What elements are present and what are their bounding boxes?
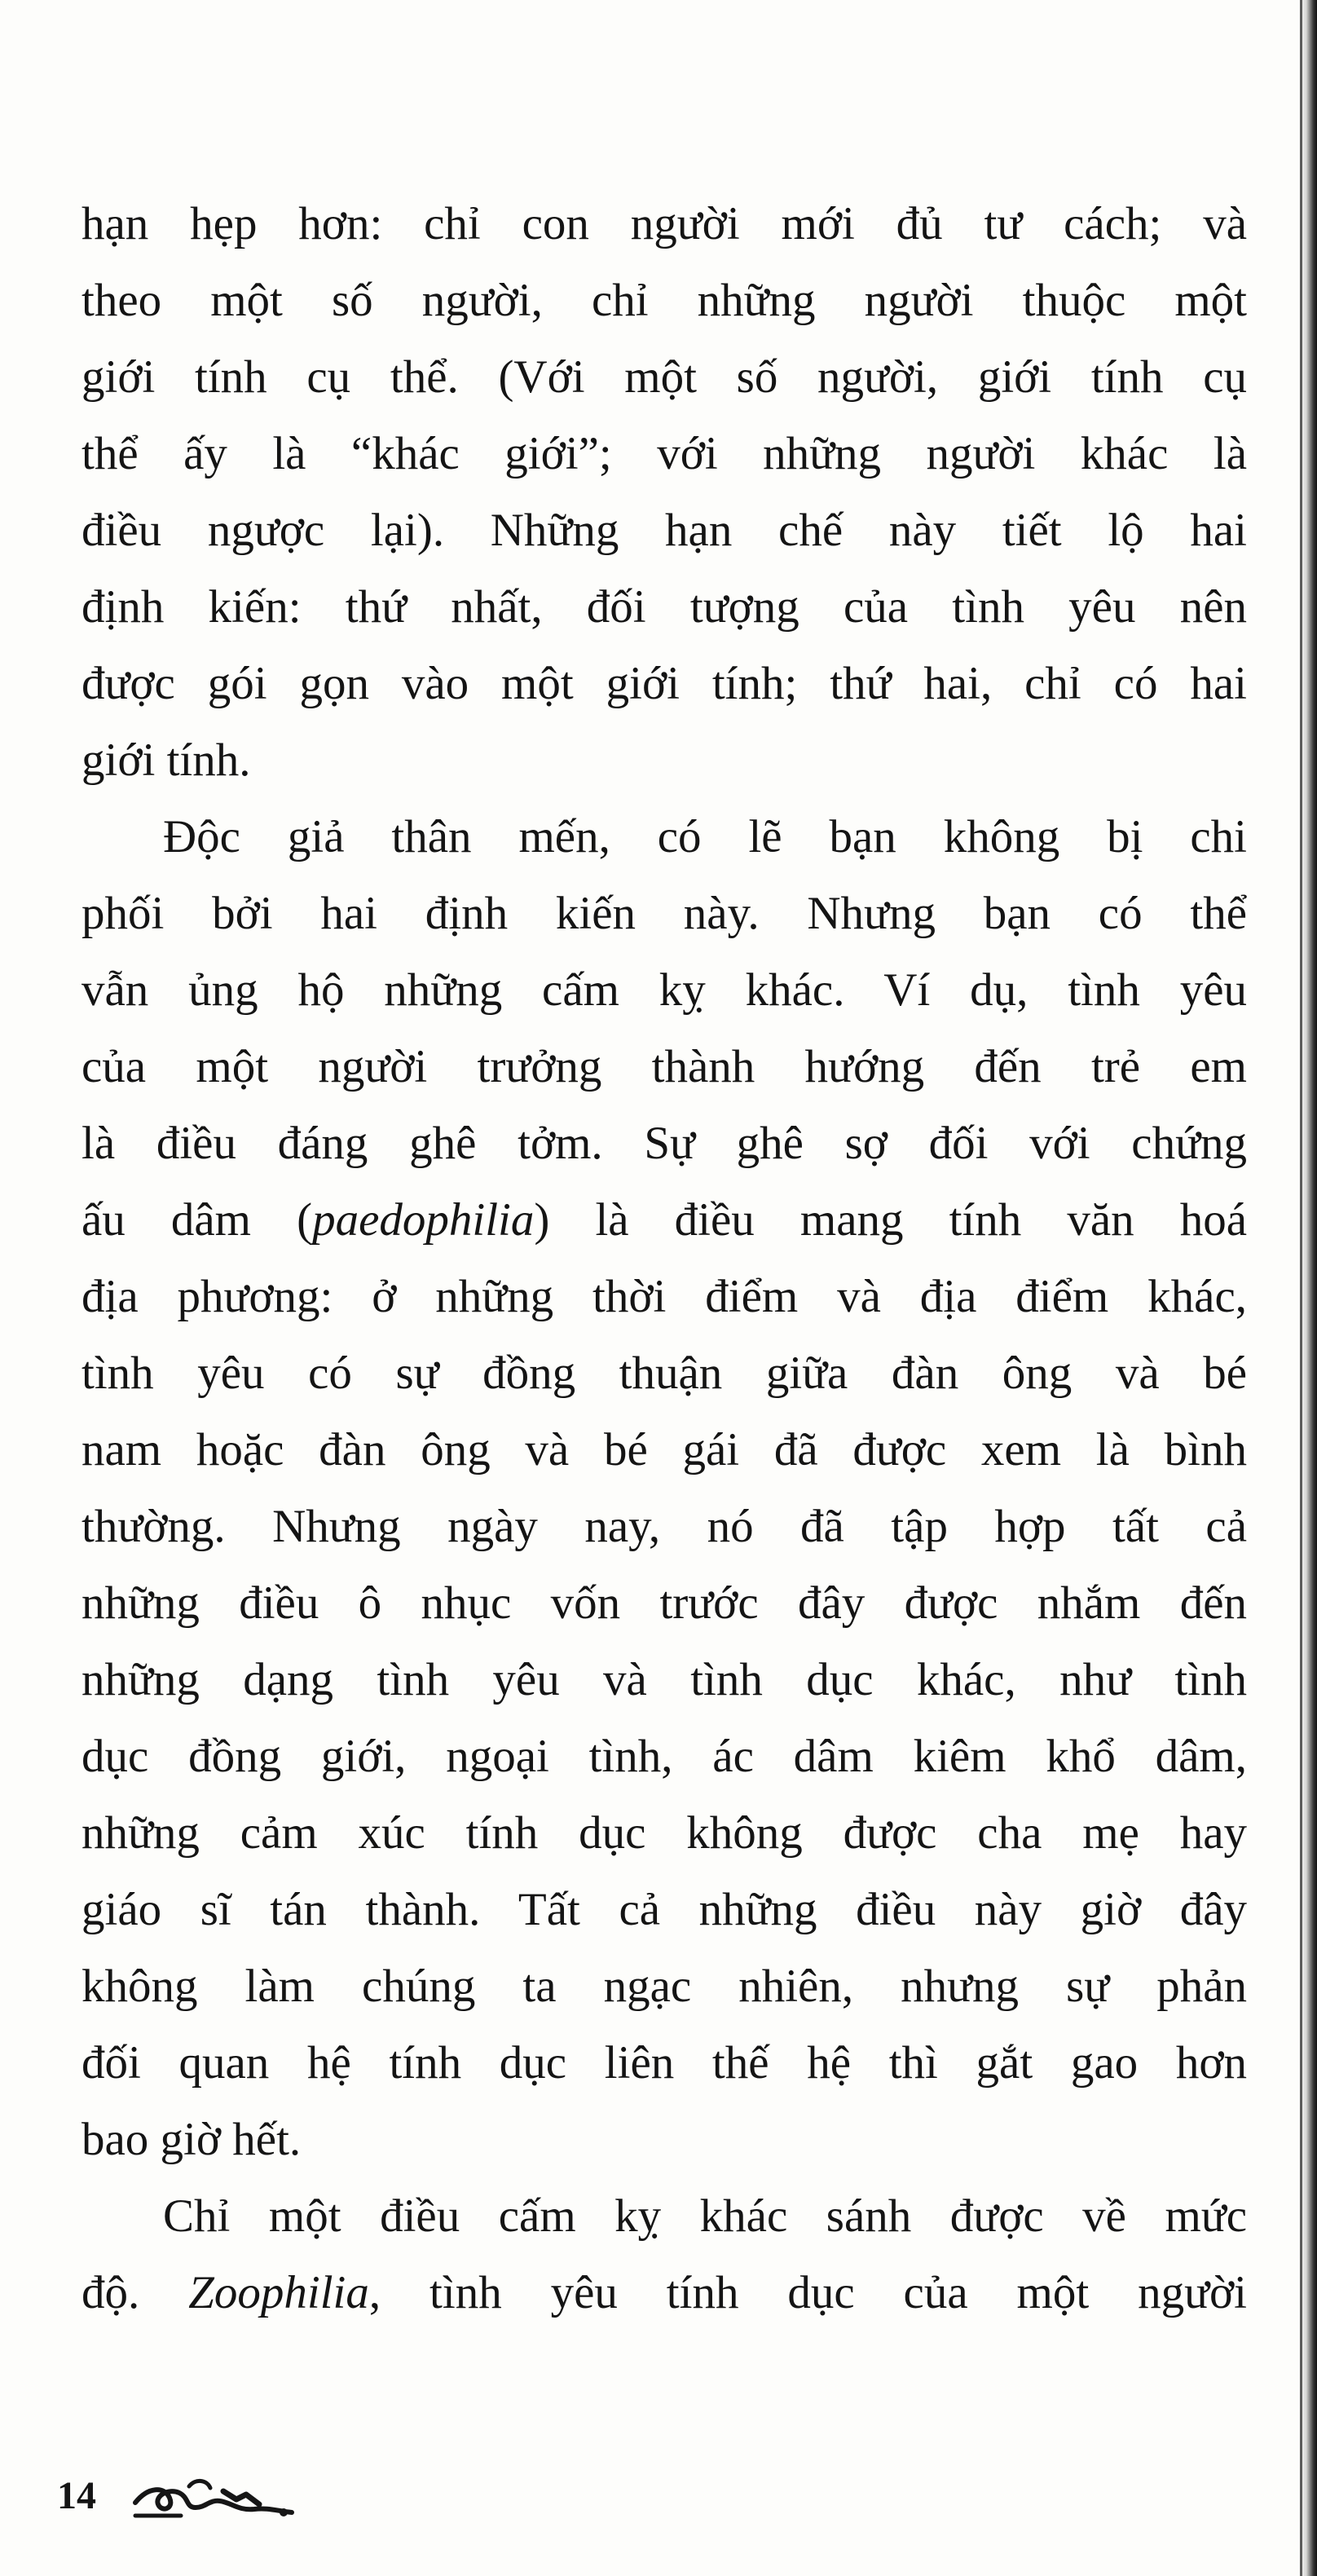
text-line: nam hoặc đàn ông và bé gái đã được xem là bình	[81, 1424, 1247, 1475]
italic-term: paedophilia	[312, 1194, 535, 1246]
text-line: của một người trưởng thành hướng đến trẻ em	[81, 1041, 1247, 1092]
page-number: 14	[57, 2474, 96, 2517]
text-line: những điều ô nhục vốn trước đây được nhắm đến	[81, 1577, 1247, 1629]
page-spine-edge	[1300, 0, 1302, 2576]
text-line: thường. Nhưng ngày nay, nó đã tập hợp tất cả	[81, 1501, 1247, 1552]
paragraph-2	[81, 799, 1247, 2178]
text-line: thể ấy là “khác giới”; với những người khác là	[81, 428, 1247, 479]
text-line: những dạng tình yêu và tình dục khác, như tình	[81, 1654, 1247, 1705]
text-line: bao giờ hết.	[81, 2114, 302, 2165]
body-text	[81, 186, 1247, 2331]
text-line: không làm chúng ta ngạc nhiên, nhưng sự phản	[81, 1961, 1247, 2012]
text-line: những cảm xúc tính dục không được cha mẹ hay	[81, 1807, 1247, 1859]
text-line: điều ngược lại). Những hạn chế này tiết lộ hai	[81, 505, 1247, 556]
text-line: phối bởi hai định kiến này. Nhưng bạn có thể	[81, 888, 1247, 939]
paragraph-3	[81, 2178, 1247, 2331]
text-line: Độc giả thân mến, có lẽ bạn không bị chi	[163, 811, 1247, 862]
text-line: vẫn ủng hộ những cấm kỵ khác. Ví dụ, tình yêu	[81, 964, 1247, 1016]
paragraph-1	[81, 186, 1247, 799]
text-line: theo một số người, chỉ những người thuộc một	[81, 275, 1247, 326]
text-line: hạn hẹp hơn: chỉ con người mới đủ tư cách; và	[81, 198, 1247, 249]
italic-term: Zoophilia	[188, 2267, 369, 2318]
text-line: giới tính cụ thể. (Với một số người, giới tính cụ	[81, 351, 1247, 403]
text-line: địa phương: ở những thời điểm và địa điểm khác,	[81, 1271, 1247, 1322]
text-line: tình yêu có sự đồng thuận giữa đàn ông và bé	[81, 1348, 1247, 1399]
text-line: dục đồng giới, ngoại tình, ác dâm kiêm khổ dâm,	[81, 1731, 1247, 1782]
text-line: đối quan hệ tính dục liên thế hệ thì gắt gao hơn	[81, 2037, 1247, 2089]
text-line-italic-term: ấu dâm (paedophilia) là điều mang tính văn hoá	[81, 1194, 1247, 1246]
text-line: Chỉ một điều cấm kỵ khác sánh được về mức	[163, 2190, 1247, 2242]
text-line-italic-term: độ. Zoophilia, tình yêu tính dục của một người	[81, 2267, 1248, 2318]
text-line: định kiến: thứ nhất, đối tượng của tình yêu nên	[81, 581, 1247, 633]
page-footer	[51, 2462, 295, 2535]
text-line: giáo sĩ tán thành. Tất cả những điều này giờ đây	[81, 1884, 1247, 1935]
flourish-ornament-icon	[132, 2470, 295, 2527]
text-line: được gói gọn vào một giới tính; thứ hai, chỉ có hai	[81, 658, 1247, 709]
text-line: giới tính.	[81, 734, 251, 786]
text-line: là điều đáng ghê tởm. Sự ghê sợ đối với chứng	[81, 1118, 1247, 1169]
